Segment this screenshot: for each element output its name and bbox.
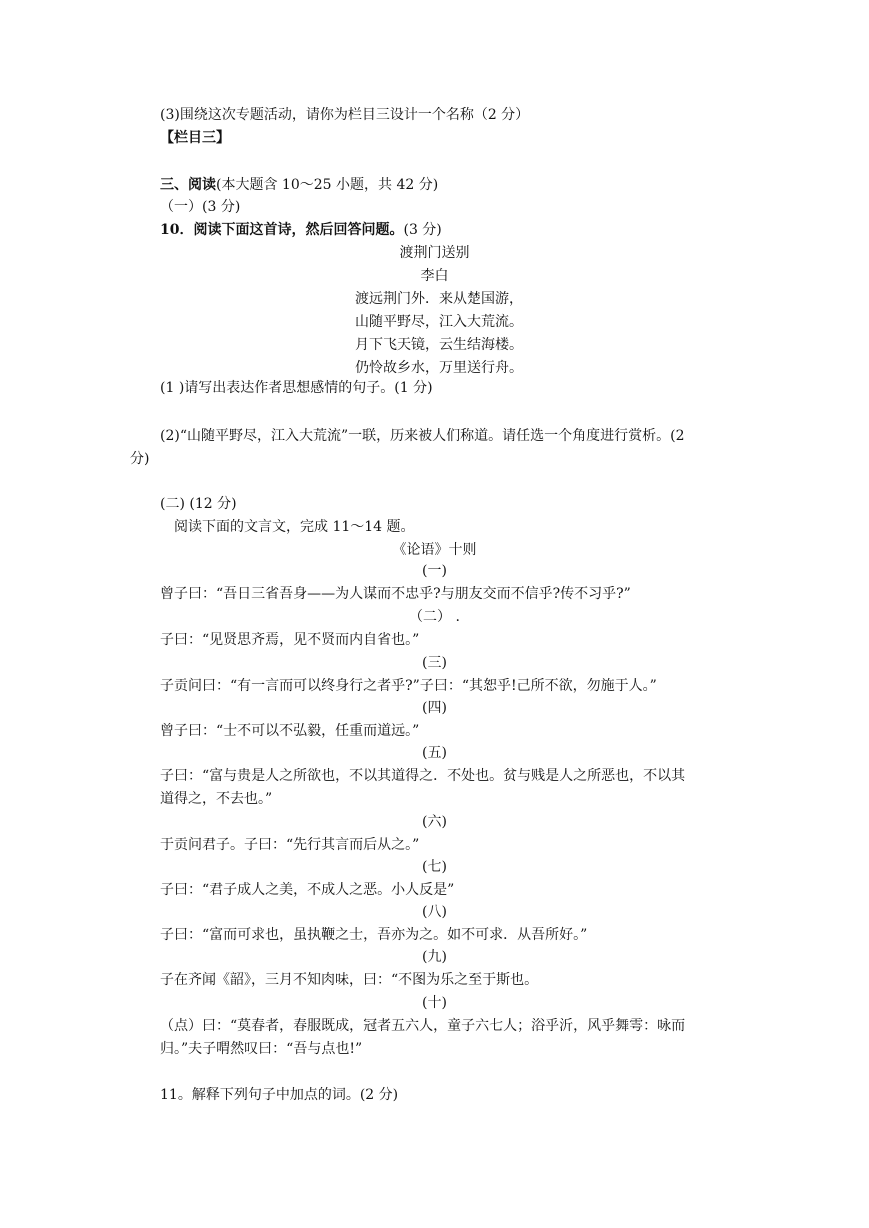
entry-number: (一)	[422, 563, 447, 579]
entry-number: （二） .	[409, 609, 460, 625]
entry-number: (三)	[422, 655, 447, 671]
entry-number: (六)	[422, 814, 447, 830]
entry-text: 道得之，不去也。”	[160, 791, 273, 807]
entry-number: (十)	[422, 995, 447, 1011]
q10-score: (3 分)	[403, 222, 442, 238]
entry-number: (八)	[422, 904, 447, 920]
q10-line	[160, 220, 442, 240]
q10-sub2-line2: 分)	[130, 451, 150, 467]
part2-label: (二) (12 分)	[160, 496, 237, 512]
entry-text: （点）曰：“莫春者，春服既成，冠者五六人，童子六七人；浴乎沂，风乎舞雩：咏而	[160, 1018, 686, 1034]
entry-text: 曾子曰：“士不可以不弘毅，任重而道远。”	[160, 723, 420, 739]
poem-title: 渡荆门送别	[399, 245, 470, 261]
column3-label: 【栏目三】	[160, 130, 230, 146]
entry-text: 子曰：“富而可求也，虽执鞭之士，吾亦为之。如不可求．从吾所好。”	[160, 927, 588, 943]
part2-intro: 阅读下面的文言文，完成 11～14 题。	[174, 519, 415, 535]
part1-label: （一）(3 分)	[160, 199, 241, 215]
q10-sub2-line1: (2)“山随平野尽，江入大荒流”一联，历来被人们称道。请任选一个角度进行赏析。(2	[160, 428, 685, 444]
entry-text: 子贡问曰：“有一言而可以终身行之者乎?”子曰：“其恕乎!己所不欲，勿施于人。”	[160, 678, 657, 694]
entry-number: (七)	[422, 859, 447, 875]
entry-number: (四)	[422, 700, 447, 716]
entry-text: 子曰：“见贤思齐焉，见不贤而内自省也。”	[160, 632, 420, 648]
entry-number: (五)	[422, 745, 447, 761]
entry-text: 归。”夫子喟然叹曰：“吾与点也!”	[160, 1041, 363, 1057]
poem-line: 山随平野尽，江入大荒流。	[355, 314, 523, 330]
poem-line: 渡远荆门外．来从楚国游，	[355, 291, 523, 307]
classic-title: 《论语》十则	[392, 542, 477, 558]
section3-heading-line	[160, 175, 438, 195]
column3-prompt: (3)围绕这次专题活动，请你为栏目三设计一个名称（2 分）	[160, 107, 530, 123]
entry-text: 曾子曰：“吾日三省吾身——为人谋而不忠乎?与朋友交而不信乎?传不习乎?”	[160, 586, 631, 602]
section3-heading: 三、阅读	[160, 177, 216, 193]
poem-line: 月下飞天镜，云生结海楼。	[355, 337, 523, 353]
section3-note: (本大题含 10～25 小题，共 42 分)	[216, 177, 439, 193]
entry-text: 子曰：“富与贵是人之所欲也，不以其道得之．不处也。贫与贱是人之所恶也，不以其	[160, 768, 686, 784]
entry-number: (九)	[422, 949, 447, 965]
poem-author: 李白	[420, 268, 449, 284]
q10-sub1: (1 )请写出表达作者思想感情的句子。(1 分)	[160, 380, 433, 396]
q10-stem: 10．阅读下面这首诗，然后回答问题。	[160, 222, 404, 238]
entry-text: 子在齐闻《韶》，三月不知肉味，曰：“不图为乐之至于斯也。	[160, 972, 539, 988]
poem-line: 仍怜故乡水，万里送行舟。	[355, 360, 523, 376]
entry-text: 于贡问君子。子曰：“先行其言而后从之。”	[160, 837, 420, 853]
q11: 11。解释下列句子中加点的词。(2 分)	[160, 1087, 399, 1103]
entry-text: 子曰：“君子成人之美，不成人之恶。小人反是”	[160, 882, 455, 898]
